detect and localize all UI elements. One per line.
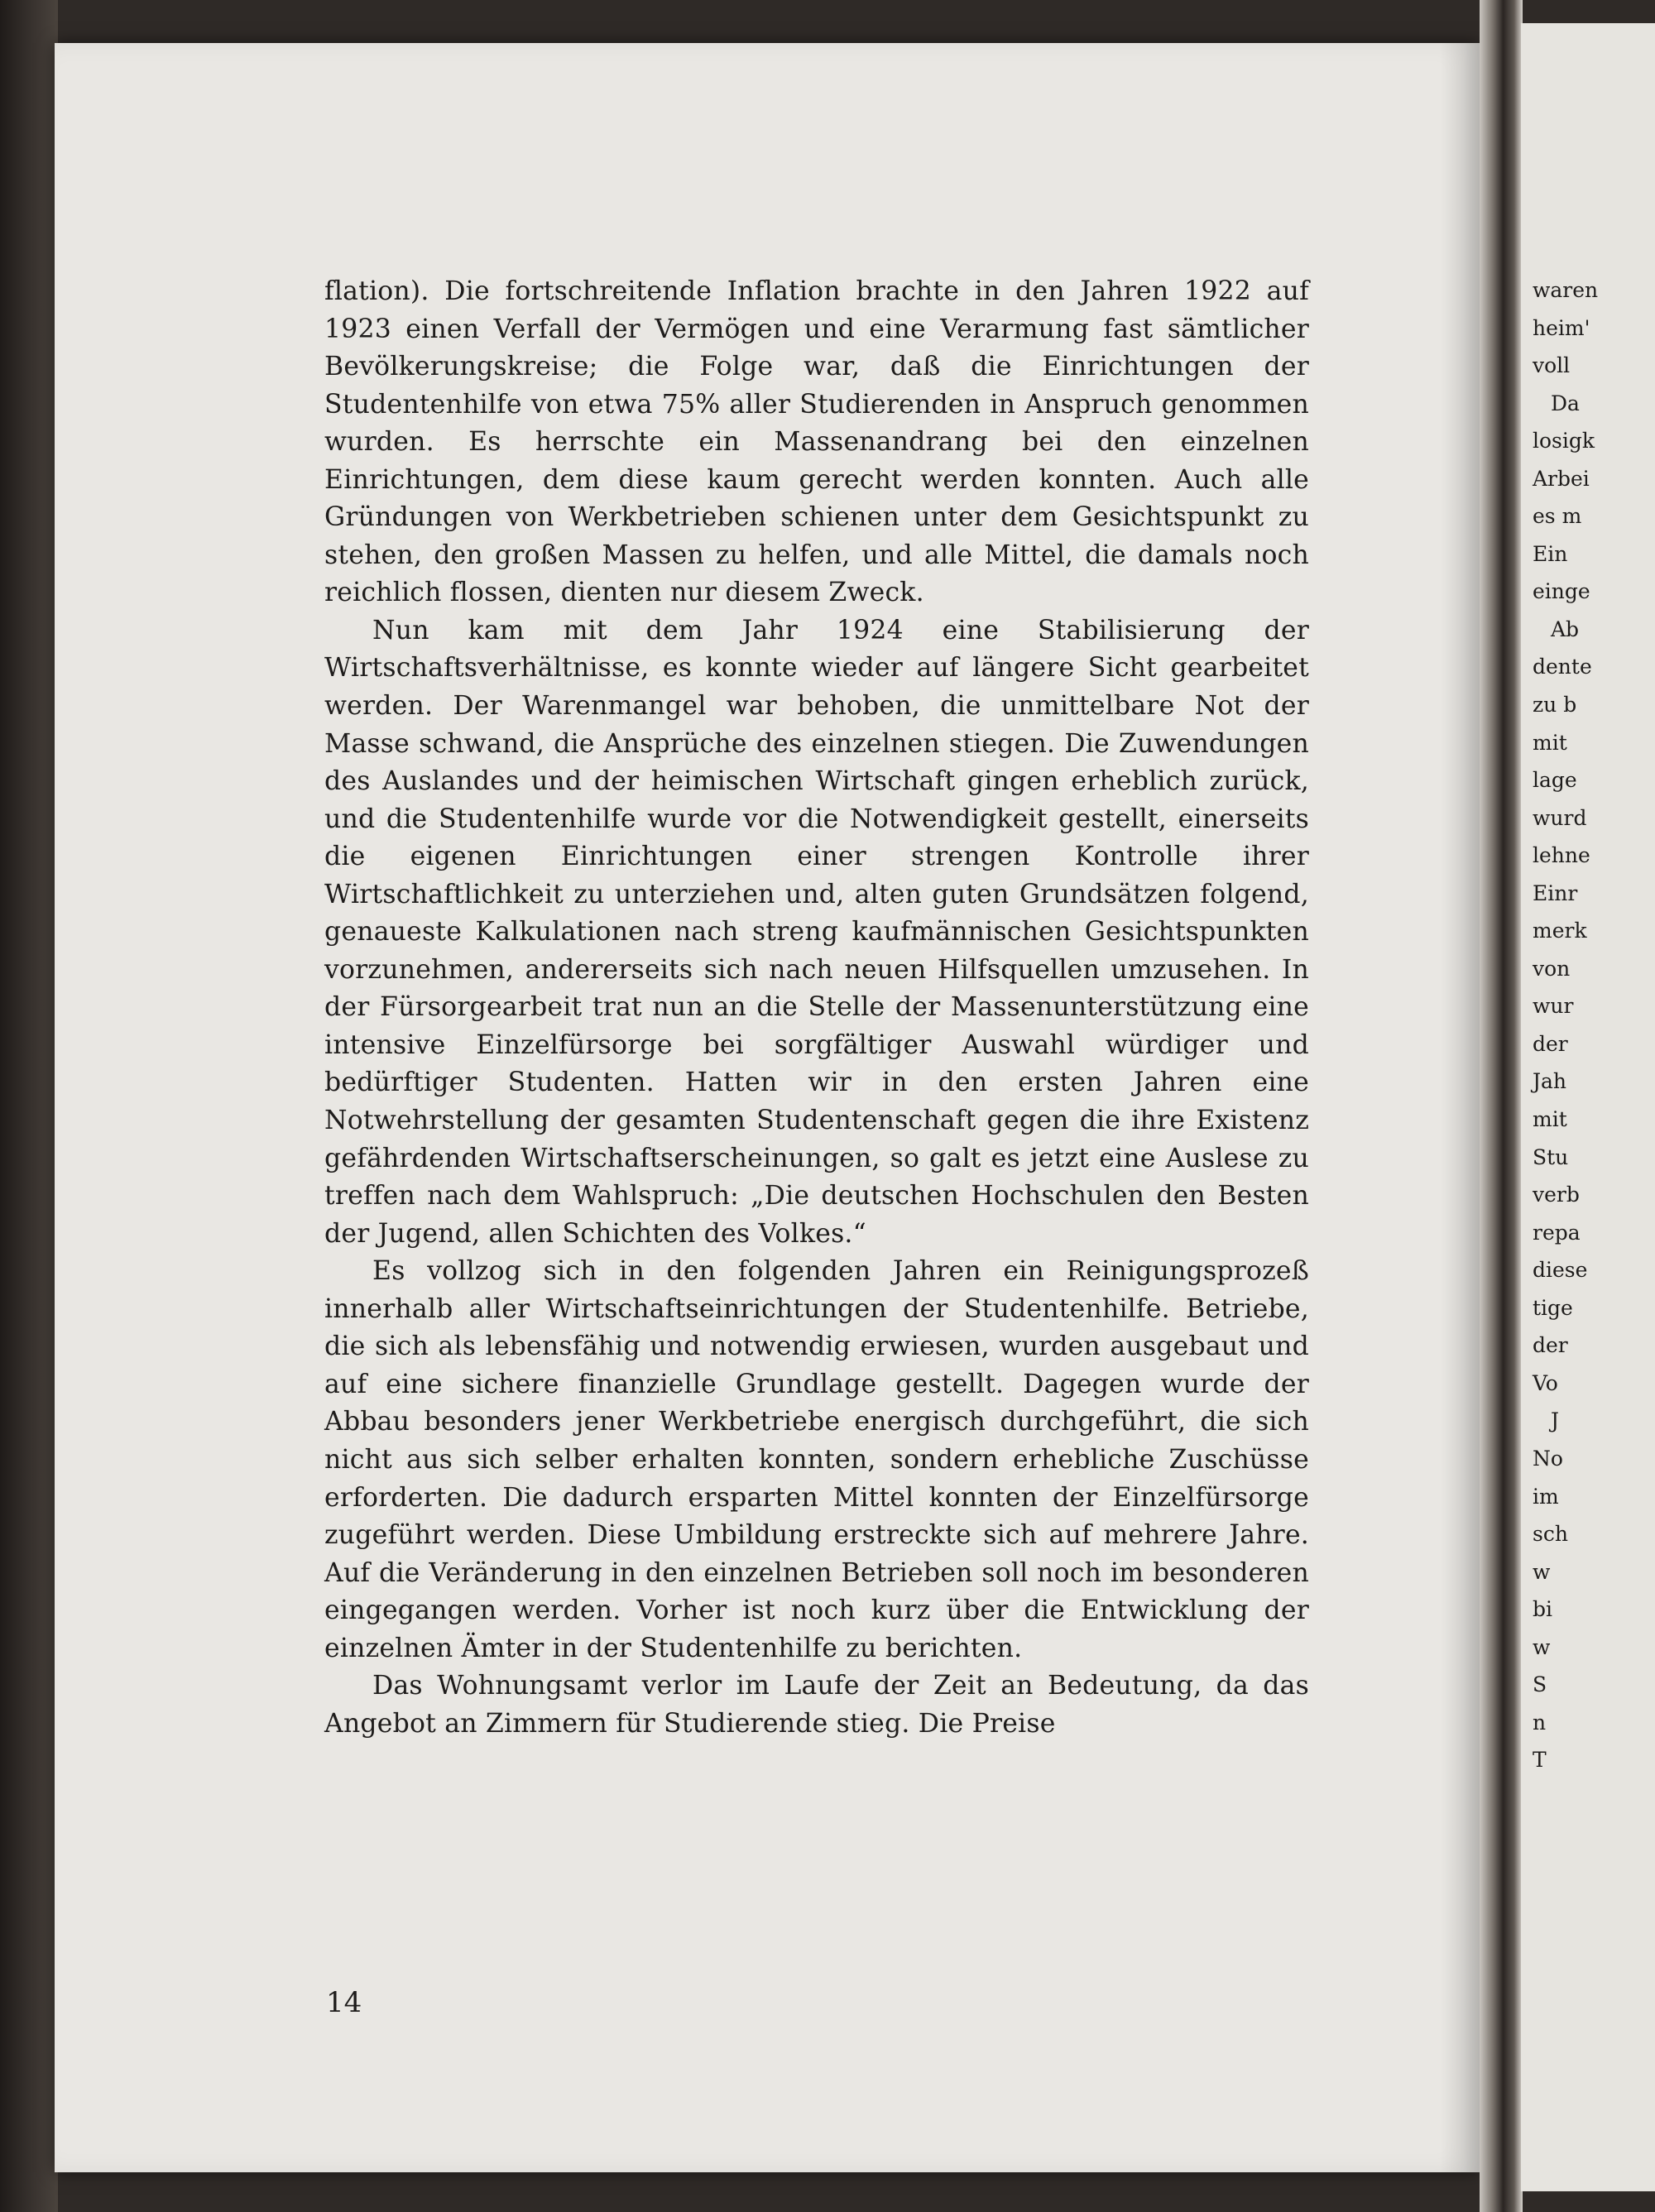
- page-number: 14: [326, 1986, 362, 2019]
- book-gutter: [1480, 0, 1523, 2212]
- facing-line: einge: [1533, 579, 1590, 604]
- paragraph-3: Es vollzog sich in den folgenden Jahren ein Reinigungsprozeß innerhalb aller Wirtschaftseinrichtungen der Studentenhilfe. Betriebe, die sich als lebensfähig und notwendig erwiesen, wurden ausgebaut und auf eine sichere finanzielle Grundlage gestellt. Dagegen wurde der Abbau besonders jener Werkbetriebe energisch durchgeführt, die sich nicht aus sich selber erhalten konnten, sondern erhebliche Zuschüsse erforderten. Die dadurch ersparten Mittel konnten der Einzelfürsorge zugeführt werden. Diese Umbildung erstreckte sich auf mehrere Jahre. Auf die Veränderung in den einzelnen Betrieben soll noch im besonderen eingegangen werden. Vorher ist noch kurz über die Entwicklung der einzelnen Ämter in der Studentenhilfe zu berichten.: [324, 1256, 1309, 1663]
- facing-line: wurd: [1533, 805, 1587, 830]
- facing-page: [1521, 23, 1655, 2191]
- facing-line: No: [1533, 1446, 1563, 1471]
- page-body-text: [324, 273, 1309, 1743]
- book-cover-edge: [0, 0, 58, 2212]
- page-fold-shadow: [1440, 43, 1480, 2172]
- paragraph-4: Das Wohnungsamt verlor im Laufe der Zeit an Bedeutung, da das Angebot an Zimmern für Studierende stieg. Die Preise: [324, 1671, 1309, 1739]
- facing-line: waren: [1533, 278, 1599, 302]
- facing-line: Da: [1551, 391, 1580, 415]
- facing-line: merk: [1533, 919, 1587, 943]
- facing-line: S: [1533, 1672, 1547, 1697]
- facing-line: Arbei: [1533, 466, 1590, 491]
- facing-line: es m: [1533, 504, 1582, 529]
- facing-line: bi: [1533, 1597, 1552, 1622]
- facing-line: diese: [1533, 1258, 1588, 1283]
- facing-line: lehne: [1533, 843, 1590, 868]
- facing-line: repa: [1533, 1220, 1581, 1245]
- facing-line: verb: [1533, 1183, 1580, 1207]
- facing-line: Einr: [1533, 880, 1578, 905]
- facing-line: mit: [1533, 730, 1567, 755]
- facing-line: losigk: [1533, 429, 1595, 453]
- facing-line: Stu: [1533, 1144, 1569, 1169]
- facing-line: T: [1533, 1748, 1547, 1773]
- facing-line: heim': [1533, 315, 1590, 340]
- facing-line: lage: [1533, 768, 1577, 793]
- facing-line: tige: [1533, 1295, 1573, 1320]
- facing-line: voll: [1533, 353, 1571, 378]
- facing-line: von: [1533, 956, 1571, 981]
- facing-line: Ein: [1533, 541, 1568, 566]
- facing-line: J: [1551, 1408, 1560, 1433]
- facing-page-text: [1533, 271, 1655, 1779]
- facing-line: der: [1533, 1031, 1568, 1056]
- facing-line: wur: [1533, 994, 1574, 1019]
- facing-line: sch: [1533, 1522, 1568, 1547]
- facing-line: n: [1533, 1710, 1547, 1735]
- facing-line: Jah: [1533, 1069, 1567, 1094]
- facing-line: Ab: [1551, 617, 1580, 641]
- facing-line: w: [1533, 1559, 1551, 1584]
- paragraph-2: Nun kam mit dem Jahr 1924 eine Stabilisierung der Wirtschaftsverhältnisse, es konnte wieder auf längere Sicht gearbeitet werden. Der Warenmangel war behoben, die unmittelbare Not der Masse schwand, die Ansprüche des einzelnen stiegen. Die Zuwendungen des Auslandes und der heimischen Wirtschaft gingen erheblich zurück, und die Studentenhilfe wurde vor die Notwendigkeit gestellt, einerseits die eigenen Einrichtungen einer strengen Kontrolle ihrer Wirtschaftlichkeit zu unterziehen und, alten guten Grundsätzen folgend, genaueste Kalkulationen nach streng kaufmännischen Gesichtspunkten vorzunehmen, andererseits sich nach neuen Hilfsquellen umzusehen. In der Fürsorgearbeit trat nun an die Stelle der Massenunterstützung eine intensive Einzelfürsorge bei sorgfältiger Auswahl würdiger und bedürftiger Studenten. Hatten wir in den ersten Jahren eine Notwehrstellung der gesamten Studentenschaft gegen die ihre Existenz gefährdenden Wirtschaftserscheinungen, so galt es jetzt eine Auslese zu treffen nach dem Wahlspruch: „Die deutschen Hochschulen den Besten der Jugend, allen Schichten des Volkes.“: [324, 615, 1309, 1249]
- facing-line: der: [1533, 1333, 1568, 1358]
- facing-line: zu b: [1533, 693, 1577, 717]
- facing-line: Vo: [1533, 1370, 1558, 1395]
- facing-line: w: [1533, 1634, 1551, 1659]
- facing-line: dente: [1533, 655, 1592, 679]
- facing-line: im: [1533, 1484, 1559, 1509]
- facing-line: mit: [1533, 1107, 1567, 1132]
- paragraph-1: flation). Die fortschreitende Inflation brachte in den Jahren 1922 auf 1923 einen Verfall der Vermögen und eine Verarmung fast sämtlicher Bevölkerungskreise; die Folge war, daß die Einrichtungen der Studentenhilfe von etwa 75% aller Studierenden in Anspruch genommen wurden. Es herrschte ein Massenandrang bei den einzelnen Einrichtungen, dem diese kaum gerecht werden konnten. Auch alle Gründungen von Werkbetrieben schienen unter dem Gesichtspunkt zu stehen, den großen Massen zu helfen, und alle Mittel, die damals noch reichlich flossen, dienten nur diesem Zweck.: [324, 276, 1309, 608]
